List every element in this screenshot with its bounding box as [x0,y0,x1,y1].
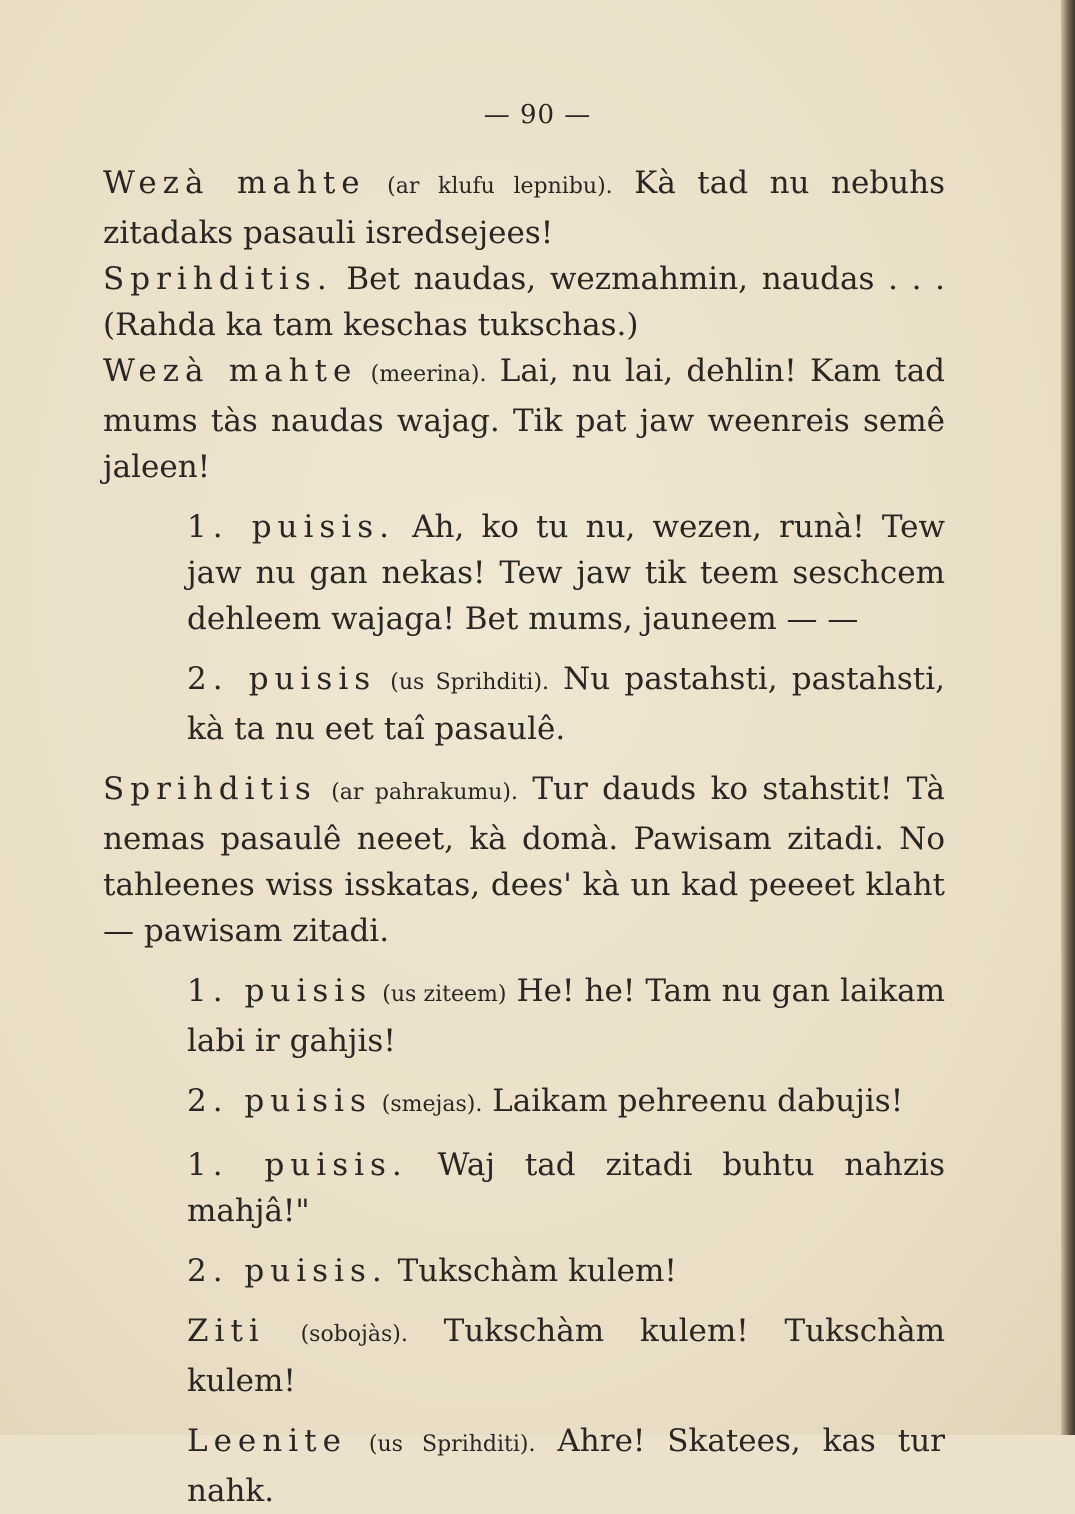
dialogue-text: Nu pastahsti, pastahsti, kà ta nu eet taî pasaulê. [187,661,946,747]
speaker-name: Ziti [187,1313,265,1349]
stage-direction: (ar klufu lepnibu). [387,174,613,199]
dialogue-paragraph [103,348,945,490]
stage-direction: (smejas). [381,1092,483,1117]
dialogue-text: Tukschàm kulem! [397,1253,677,1289]
dialogue-paragraph [103,1248,945,1294]
speaker-name: Leenite [187,1423,347,1459]
dialogue-text: Ah, ko tu nu, wezen, runà! Tew jaw nu gan nekas! Tew jaw tik teem seschcem dehleem wajaga! Bet mums, jauneem — — [187,509,945,637]
dialogue-text: Tur dauds ko stahstit! Tà nemas pasaulê neeet, kà domà. Pawisam zitadi. No tahleenes wiss isskatas, dees' kà un kad peeeet klaht — pawisam zitadi. [103,771,945,949]
dialogue-text: Ahre! Skatees, kas tur nahk. [187,1423,946,1509]
dialogue-text: Bet naudas, wezmahmin, naudas . . . (Rahda ka tam keschas tukschas.) [103,261,946,343]
stage-direction: (us Sprihditi). [368,1432,536,1457]
stage-direction: (us Sprihditi). [390,670,550,695]
dialogue-text: Kà tad nu nebuhs zitadaks pasauli isredsejees! [103,165,945,251]
speaker-name: Wezà mahte [103,353,358,389]
speaker-name: 2. puisis [187,661,377,697]
play-text [103,160,945,1514]
dialogue-paragraph [103,656,945,752]
dialogue-paragraph [103,766,945,954]
dialogue-text: Lai, nu lai, dehlin! Kam tad mums tàs naudas wajag. Tik pat jaw weenreis semê jaleen! [103,353,946,485]
speaker-name: Sprihditis. [103,261,333,297]
stage-direction: (us ziteem) [382,982,507,1007]
dialogue-text: Tukschàm kulem! Tukschàm kulem! [187,1313,946,1399]
speaker-name: 2. puisis. [187,1253,388,1289]
stage-direction: (sobojàs). [300,1322,408,1347]
speaker-name: Wezà mahte [103,165,366,201]
dialogue-paragraph [103,1308,945,1404]
speaker-name: Sprihditis [103,771,317,807]
dialogue-paragraph [103,256,945,348]
dialogue-paragraph [103,1142,945,1234]
stage-direction: (meerina). [370,362,487,387]
stage-direction: (ar pahrakumu). [331,780,518,805]
speaker-name: 2. puisis [187,1083,372,1119]
dialogue-paragraph [103,1078,945,1128]
dialogue-text: Laikam pehreenu dabujis! [492,1083,904,1119]
speaker-name: 1. puisis. [187,509,396,545]
dialogue-paragraph [103,504,945,642]
dialogue-paragraph [103,968,945,1064]
page-number: — 90 — [483,100,592,130]
dialogue-text: Waj tad zitadi buhtu nahzis mahjâ!" [187,1147,945,1229]
speaker-name: 1. puisis [187,973,373,1009]
dialogue-text: He! he! Tam nu gan laikam labi ir gahjis! [187,973,946,1059]
dialogue-paragraph [103,160,945,256]
page-binding-edge [1061,0,1075,1435]
speaker-name: 1. puisis. [187,1147,408,1183]
dialogue-paragraph [103,1418,945,1514]
